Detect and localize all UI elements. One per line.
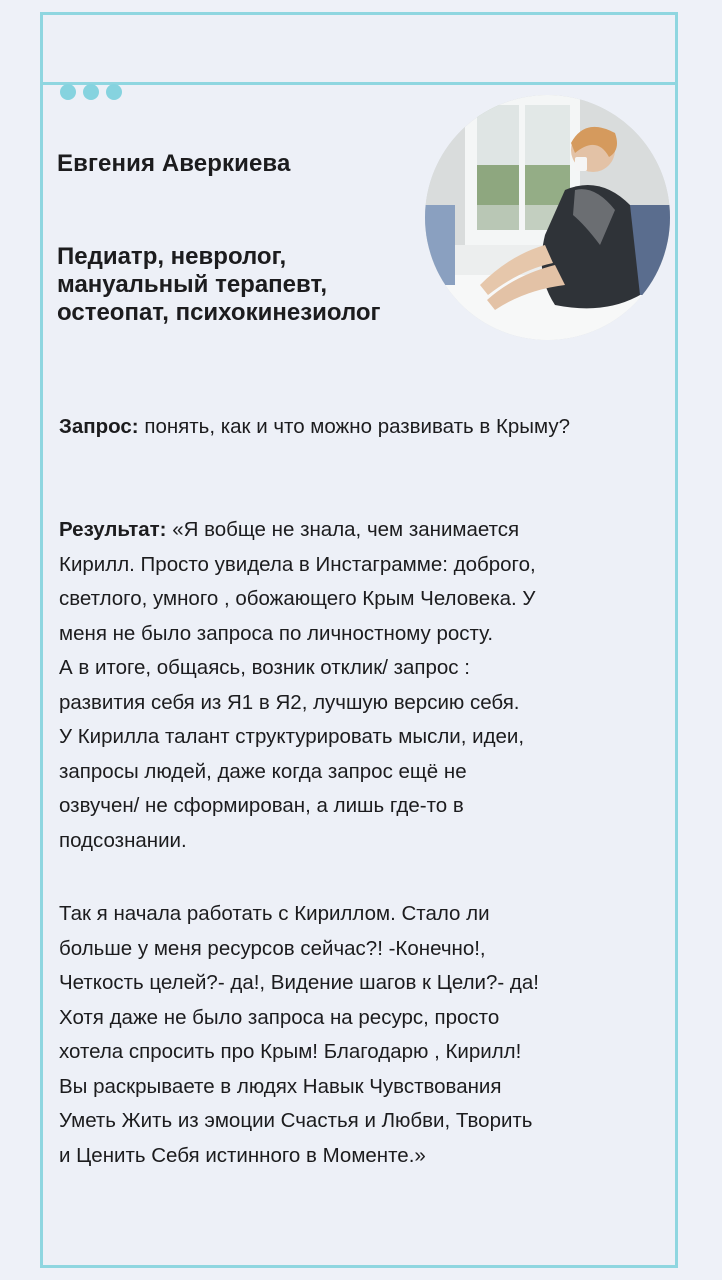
result-continued-paragraph xyxy=(59,897,659,1173)
result-paragraph xyxy=(59,513,659,858)
person-name: Евгения Аверкиева xyxy=(57,150,291,177)
result-text-line: запросы людей, даже когда запрос ещё не xyxy=(59,759,467,783)
role-line: Педиатр, невролог, xyxy=(57,243,287,270)
window-dots xyxy=(60,84,122,100)
result-text-line: «Я вобще не знала, чем занимается xyxy=(172,518,520,541)
result-text-line: подсознании. xyxy=(59,828,187,852)
result-text-line: У Кирилла талант структурировать мысли, идеи, xyxy=(59,725,525,748)
role-line: остеопат, психокинезиолог xyxy=(57,299,381,326)
result-label: Результат: xyxy=(59,518,167,541)
dot-3 xyxy=(106,84,122,100)
result-continued-line: хотела спросить про Крым! Благодарю , Кирилл! xyxy=(59,1040,522,1063)
result-text-line: Кирилл. Просто увидела в Инстаграмме: доброго, xyxy=(59,552,536,576)
result-continued-line: Уметь Жить из эмоции Счастья и Любви, Творить xyxy=(59,1109,533,1132)
dot-1 xyxy=(60,84,76,100)
card-header-bar xyxy=(43,15,675,85)
request-text: понять, как и что можно развивать в Крыму? xyxy=(144,415,571,438)
result-text-line: развития себя из Я1 в Я2, лучшую версию себя. xyxy=(59,690,520,714)
result-continued-line: Четкость целей?- да!, Видение шагов к Цели?- да! xyxy=(59,971,539,994)
person-role xyxy=(57,243,477,327)
role-line: мануальный терапевт, xyxy=(57,271,328,298)
portrait-illustration xyxy=(425,95,670,340)
result-text-line: светлого, умного , обожающего Крым Человека. У xyxy=(59,587,536,610)
result-continued-line: Так я начала работать с Кириллом. Стало ли xyxy=(59,902,490,925)
result-continued-line: Вы раскрываете в людях Навык Чувствования xyxy=(59,1074,502,1098)
request-label: Запрос: xyxy=(59,415,139,438)
result-continued-line: Хотя даже не было запроса на ресурс, просто xyxy=(59,1005,500,1029)
result-text-line: озвучен/ не сформирован, а лишь где-то в xyxy=(59,794,464,817)
result-text-line: А в итоге, общаясь, возник отклик/ запрос : xyxy=(59,656,470,679)
result-continued-line: и Ценить Себя истинного в Моменте.» xyxy=(59,1143,426,1167)
result-continued-line: больше у меня ресурсов сейчас?! -Конечно!, xyxy=(59,936,486,960)
profile-photo xyxy=(425,95,670,340)
dot-2 xyxy=(83,84,99,100)
request-paragraph xyxy=(59,410,619,445)
result-text-line: меня не было запроса по личностному росту. xyxy=(59,621,494,645)
